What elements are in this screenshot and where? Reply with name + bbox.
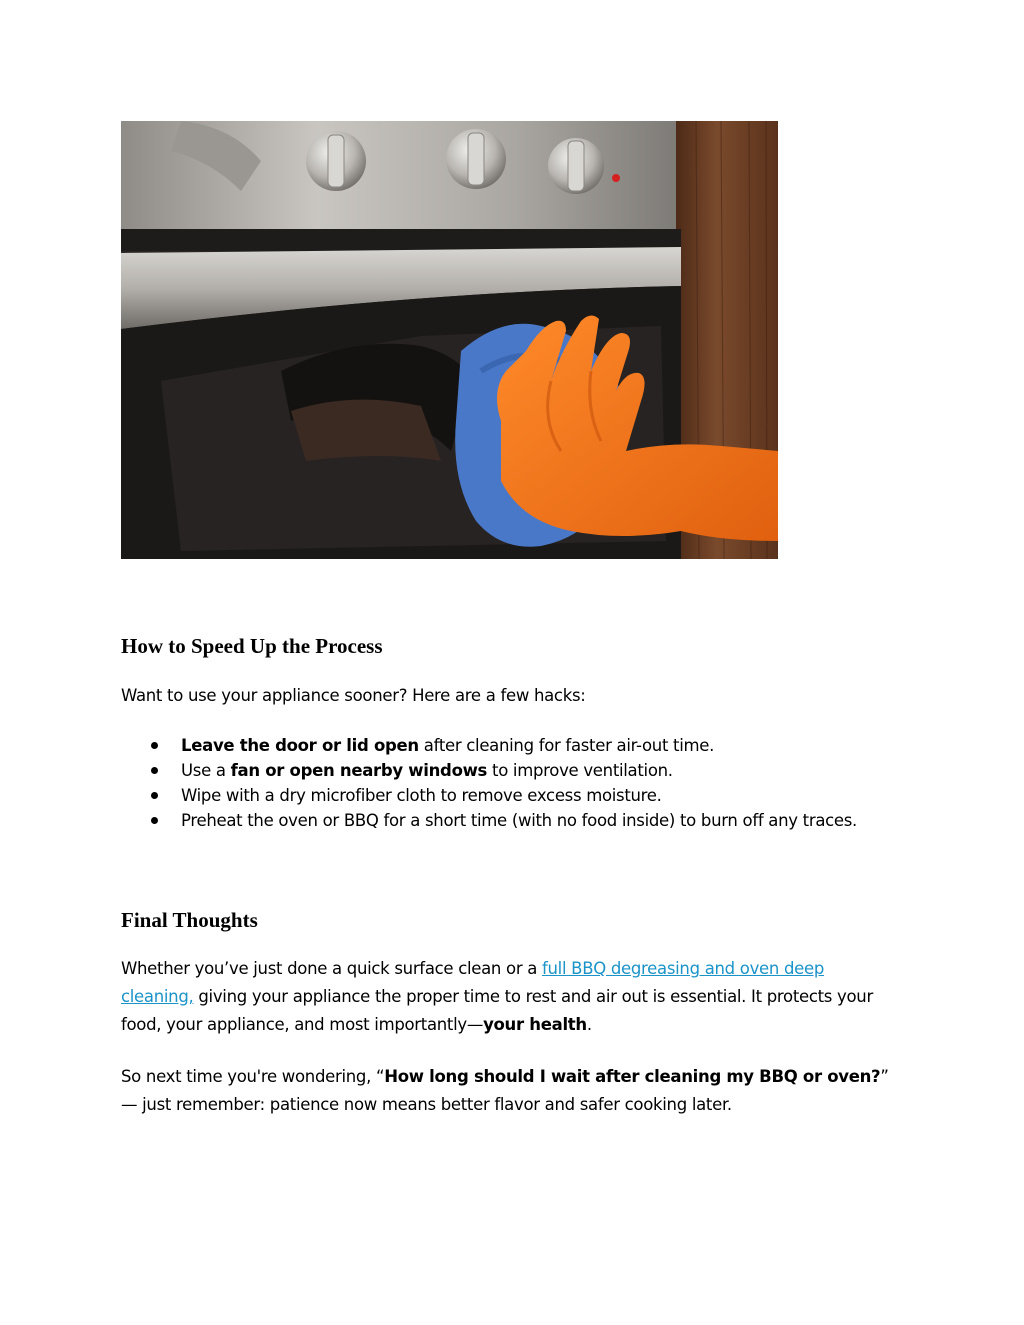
list-item: Leave the door or lid open after cleaning for faster air-out time. — [121, 733, 857, 758]
speed-up-intro: Want to use your appliance sooner? Here are a few hacks: — [121, 686, 586, 705]
list-item: Preheat the oven or BBQ for a short time (with no food inside) to burn off any traces. — [121, 808, 857, 833]
oven-photo-illustration — [121, 121, 778, 559]
list-item: Wipe with a dry microfiber cloth to remove excess moisture. — [121, 783, 857, 808]
section-heading-final-thoughts: Final Thoughts — [121, 908, 258, 932]
closing-paragraph: So next time you're wondering, “How long should I wait after cleaning my BBQ or oven?” — just remember: patience now means better flavor and safer cooking later. — [121, 1067, 889, 1114]
bullet-icon — [151, 742, 158, 749]
section-heading-speed-up: How to Speed Up the Process — [121, 634, 383, 658]
bullet-icon — [151, 767, 158, 774]
bullet-icon — [151, 792, 158, 799]
deep-cleaning-link[interactable]: full BBQ degreasing and oven deep cleaning, — [121, 959, 825, 1006]
oven-cleaning-photo — [121, 121, 778, 559]
hacks-list — [121, 733, 857, 833]
bullet-icon — [151, 817, 158, 824]
final-thoughts-paragraph: Whether you’ve just done a quick surface clean or a full BBQ degreasing and oven deep cleaning, giving your appliance the proper time to rest and air out is essential. It protects your food, your appliance, and most importantly—your health. — [121, 959, 873, 1034]
list-item: Use a fan or open nearby windows to improve ventilation. — [121, 758, 857, 783]
